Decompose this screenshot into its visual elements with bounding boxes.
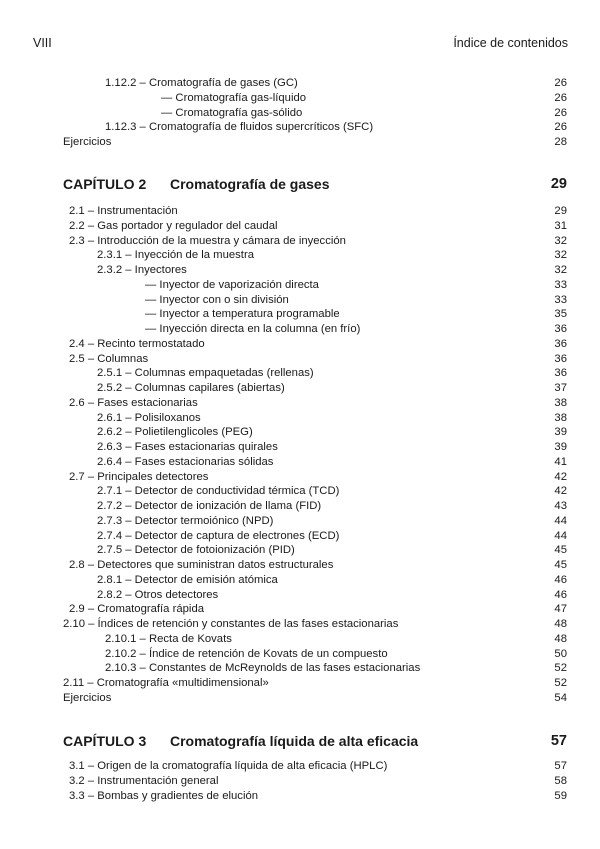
toc-entry — [0, 425, 600, 440]
toc-entry-page: 29 — [554, 205, 567, 217]
toc-entry — [0, 337, 600, 352]
toc-entry-title: — Inyector de vaporización directa — [145, 278, 319, 291]
toc-entry-title: 2.10.2 – Índice de retención de Kovats de un compuesto — [105, 647, 388, 660]
chapter-title: Cromatografía líquida de alta eficacia — [170, 733, 419, 749]
toc-entry-page: 44 — [554, 514, 567, 527]
toc-entry-page: 26 — [554, 77, 567, 89]
chapter-title: Cromatografía de gases — [170, 176, 330, 192]
toc-entry-title: 2.7 – Principales detectores — [69, 470, 209, 483]
toc-entry-page: 50 — [554, 647, 567, 660]
toc-entry — [0, 573, 600, 588]
toc-entry — [0, 263, 600, 278]
toc-entry — [0, 499, 600, 514]
running-title: Índice de contenidos — [453, 36, 568, 50]
toc-entry-title: — Cromatografía gas-líquido — [161, 91, 307, 104]
toc-entry-page: 44 — [554, 529, 567, 542]
toc-entry — [0, 676, 600, 691]
toc-entry-page: 48 — [554, 618, 567, 630]
toc-entry — [0, 120, 600, 135]
toc-entry — [0, 440, 600, 455]
toc-entry-title: 3.1 – Origen de la cromatografía líquida de alta eficacia (HPLC) — [69, 760, 388, 772]
toc-entry — [0, 470, 600, 485]
toc-entry — [0, 543, 600, 558]
toc-entry — [0, 588, 600, 603]
toc-entry-title: 2.3 – Introducción de la muestra y cámara de inyección — [69, 234, 346, 247]
toc-entry — [0, 647, 600, 662]
toc-entry-page: 36 — [554, 352, 567, 365]
toc-entry-page: 32 — [554, 249, 567, 262]
toc-entry-title: 2.6.1 – Polisiloxanos — [97, 411, 201, 424]
toc-entry-title: 2.9 – Cromatografía rápida — [69, 603, 205, 616]
toc-entry — [0, 248, 600, 263]
toc-entry-title: 2.7.1 – Detector de conductividad térmica (TCD) — [97, 485, 340, 498]
toc-entry — [0, 774, 600, 789]
toc-entry-page: 33 — [554, 293, 567, 306]
toc-entry-page: 45 — [554, 544, 567, 557]
toc-entry-title: — Inyección directa en la columna (en frío) — [145, 323, 361, 335]
toc-entry-page: 59 — [554, 789, 567, 802]
toc-entry-page: 32 — [554, 264, 567, 276]
toc-entry — [0, 759, 600, 774]
toc-entry — [0, 411, 600, 426]
toc-entry-title: 2.3.2 – Inyectores — [97, 264, 187, 276]
toc-entry-title: 2.8.2 – Otros detectores — [97, 588, 219, 601]
toc-entry-page: 32 — [554, 234, 567, 247]
toc-entry — [0, 484, 600, 499]
toc-entry-title: 2.1 – Instrumentación — [69, 205, 178, 217]
toc-entry — [0, 514, 600, 529]
toc-entry-title: 2.5.2 – Columnas capilares (abiertas) — [97, 382, 285, 394]
toc-entry-page: 38 — [554, 396, 567, 409]
toc-entry-page: 47 — [554, 603, 567, 616]
toc-entry-title: 2.3.1 – Inyección de la muestra — [97, 249, 254, 262]
toc-entry — [0, 106, 600, 121]
toc-entry-title: Ejercicios — [63, 691, 112, 704]
toc-entry-page: 42 — [554, 485, 567, 498]
toc-entry-page: 26 — [554, 91, 567, 104]
toc-entry — [0, 602, 600, 617]
toc-entry-title: 2.7.5 – Detector de fotoionización (PID) — [97, 544, 295, 557]
toc-entry — [0, 293, 600, 308]
toc-entry-title: 3.2 – Instrumentación general — [69, 774, 219, 787]
toc-entry-title: 2.2 – Gas portador y regulador del caudal — [69, 219, 278, 232]
toc-entry-title: 2.6.4 – Fases estacionarias sólidas — [97, 455, 274, 468]
toc-entry-page: 46 — [554, 573, 567, 586]
chapter-heading — [0, 731, 600, 751]
toc-entry-title: 2.10 – Índices de retención y constantes de las fases estacionarias — [63, 618, 399, 630]
toc-entry-page: 31 — [554, 219, 567, 232]
toc-entry — [0, 322, 600, 337]
toc-entry-title: 2.8.1 – Detector de emisión atómica — [97, 573, 278, 586]
toc-entry-title: — Inyector a temperatura programable — [145, 308, 340, 321]
toc-entry-title: 2.6.2 – Polietilenglicoles (PEG) — [97, 426, 253, 439]
toc-entry-page: 37 — [554, 382, 567, 394]
toc-entry-page: 52 — [554, 677, 567, 689]
toc-entry-page: 54 — [554, 691, 567, 704]
toc-entry-title: 2.7.4 – Detector de captura de electrones (ECD) — [97, 529, 340, 542]
toc-entry-page: 26 — [554, 121, 567, 134]
toc-entry-page: 26 — [554, 106, 567, 119]
toc-entry — [0, 352, 600, 367]
toc-entry — [0, 632, 600, 647]
toc-entry — [0, 76, 600, 91]
toc-entry-page: 58 — [554, 774, 567, 787]
toc-entry — [0, 455, 600, 470]
toc-entry-page: 39 — [554, 441, 567, 453]
toc-entry-page: 46 — [554, 588, 567, 601]
toc-entry-title: 2.7.2 – Detector de ionización de llama (FID) — [97, 500, 322, 512]
toc-entry-page: 57 — [554, 760, 567, 772]
toc-entry — [0, 617, 600, 632]
toc-entry-page: 48 — [554, 632, 567, 645]
toc-entry-title: 2.6 – Fases estacionarias — [69, 396, 198, 409]
toc-entry-title: — Inyector con o sin división — [145, 293, 289, 306]
toc-entry-title: 1.12.2 – Cromatografía de gases (GC) — [105, 77, 298, 89]
toc-entry — [0, 135, 600, 150]
chapter-page: 57 — [550, 733, 567, 749]
toc-entry-page: 41 — [554, 455, 567, 468]
toc-entry-title: 3.3 – Bombas y gradientes de elución — [69, 789, 259, 802]
toc-entry-title: 1.12.3 – Cromatografía de fluidos supercríticos (SFC) — [105, 121, 374, 134]
toc-entry — [0, 366, 600, 381]
toc-entry — [0, 396, 600, 411]
toc-entry — [0, 278, 600, 293]
toc-entry — [0, 789, 600, 804]
page-header — [33, 36, 568, 54]
toc-entry-title: 2.10.3 – Constantes de McReynolds de las fases estacionarias — [105, 662, 421, 675]
toc-entry-page: 36 — [554, 323, 567, 335]
toc-entry-page: 42 — [554, 470, 567, 483]
toc-entry-title: 2.8 – Detectores que suministran datos estructurales — [69, 559, 334, 571]
toc-entry — [0, 381, 600, 396]
toc-entry — [0, 529, 600, 544]
toc-entry-page: 52 — [554, 662, 567, 675]
toc-entry — [0, 558, 600, 573]
toc-entry — [0, 204, 600, 219]
toc-entry-title: — Cromatografía gas-sólido — [161, 106, 303, 119]
toc-entry — [0, 307, 600, 322]
toc-entry — [0, 691, 600, 706]
toc-entry-title: 2.7.3 – Detector termoiónico (NPD) — [97, 514, 274, 527]
toc-entry — [0, 91, 600, 106]
toc-entry-page: 33 — [554, 278, 567, 291]
toc-entry — [0, 234, 600, 249]
toc-entry-page: 36 — [554, 337, 567, 350]
toc-entry-page: 35 — [554, 308, 567, 321]
chapter-page: 29 — [550, 176, 567, 192]
toc-entry-title: 2.10.1 – Recta de Kovats — [105, 632, 232, 645]
chapter-heading — [0, 174, 600, 194]
toc-entry-title: 2.4 – Recinto termostatado — [69, 337, 205, 350]
page-number: VIII — [33, 36, 52, 50]
toc-entry-page: 45 — [554, 559, 567, 571]
toc-entry-title: 2.11 – Cromatografía «multidimensional» — [63, 677, 269, 689]
toc-entry-title: Ejercicios — [63, 136, 112, 148]
chapter-number: CAPÍTULO 3 — [63, 733, 147, 749]
toc-entry — [0, 661, 600, 676]
toc-entry-page: 38 — [554, 411, 567, 424]
chapter-number: CAPÍTULO 2 — [63, 176, 147, 192]
toc-entry-page: 28 — [554, 136, 567, 148]
toc-entry-page: 39 — [554, 426, 567, 439]
toc-entry-page: 36 — [554, 367, 567, 380]
toc-entry — [0, 219, 600, 234]
toc-entry-title: 2.6.3 – Fases estacionarias quirales — [97, 441, 278, 453]
toc-entry-title: 2.5 – Columnas — [69, 352, 149, 365]
toc-entry-title: 2.5.1 – Columnas empaquetadas (rellenas) — [97, 367, 314, 380]
toc-entry-page: 43 — [554, 500, 567, 512]
